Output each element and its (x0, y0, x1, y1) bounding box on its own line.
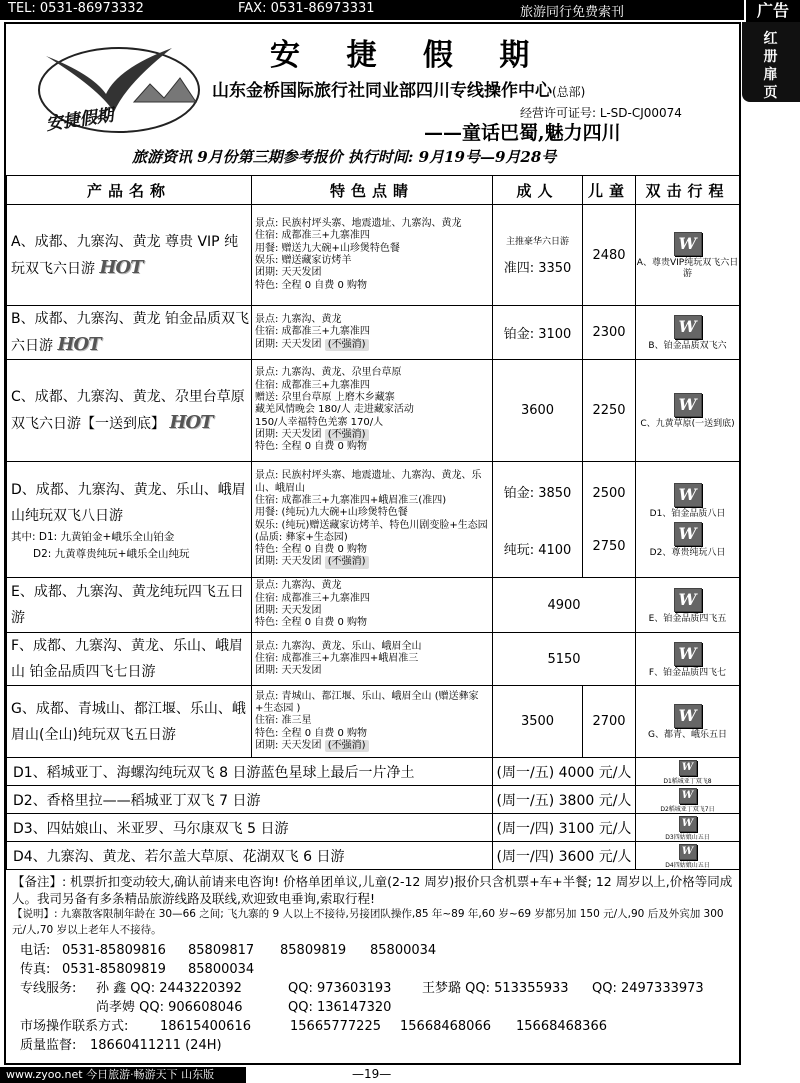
hot-icon: HOT (57, 334, 101, 355)
product-features: 景点: 民族村坪头寨、地震遗址、九寨沟、黄龙 住宿: 成都准三+九寨准四 用餐: 赠送九大碗+山珍煲特色餐 娱乐: 赠送藏家访烤羊 团期: 天天发团 特色: 全程 0 自费 0 购物 (252, 205, 493, 306)
adult-price: 主推豪华六日游 准四: 3350 (493, 205, 583, 306)
product-name: G、成都、青城山、都江堰、乐山、峨眉山(全山)纯玩双飞五日游 (7, 686, 252, 758)
line-name: D1、稻城亚丁、海螺沟纯玩双飞 8 日游蓝色星球上最后一片净土 (7, 758, 493, 786)
word-doc-icon[interactable]: W (674, 483, 702, 507)
line-price: (周一/四) 3100 元/人 (493, 814, 636, 842)
table-row (7, 360, 740, 462)
product-name: D、成都、九寨沟、黄龙、乐山、峨眉山纯玩双飞八日游 其中: D1: 九黄铂金+峨乐全山铂金 D2: 九黄尊贵纯玩+峨乐全山纯玩 (7, 462, 252, 578)
itinerary-link[interactable]: W D3四姑娘山五日 (636, 814, 740, 842)
adult-price: 铂金: 3100 (493, 306, 583, 360)
info-line: 旅游资讯 9月份第三期参考报价 执行时间: 9月19号—9月28号 (132, 148, 557, 166)
header-adult: 成人 (493, 176, 583, 205)
itinerary-link[interactable]: W D1、铂金品质八日 W D2、尊贵纯玩八日 (636, 462, 740, 578)
remark-note: 【备注】: 机票折扣变动较大,确认前请来电咨询! 价格单团单议,儿童(2-12 周岁)报价只含机票+车+半餐; 12 周岁以上,价格等同成人。我司另备有多条精品旅游线路及联线,欢迎致电垂询,索取行程! (12, 874, 733, 906)
itinerary-link[interactable]: W C、九黄草原(一送到底) (636, 360, 740, 462)
itinerary-link[interactable]: W F、铂金品质四飞七 (636, 633, 740, 686)
company-title: 安 捷 假 期 (270, 38, 548, 73)
ad-label: 广告 (744, 0, 800, 22)
product-features: 景点: 民族村坪头寨、地震遗址、九寨沟、黄龙、乐山、峨眉山 住宿: 成都准三+九寨准四+峨眉准三(准四) 用餐: (纯玩)九大碗+山珍煲特色餐 娱乐: (纯玩)赠送藏家访烤羊、特色川剧变脸+生态园(品质: 彝家+生态园) 特色: 全程 0 自费 0 购物 团期: 天天发团 (不强消) (252, 462, 493, 578)
adult-price: 铂金: 3850 纯玩: 4100 (493, 462, 583, 578)
adult-price: 3600 (493, 360, 583, 462)
side-tab (742, 22, 800, 102)
table-row (7, 814, 740, 842)
package-price: 4900 (493, 578, 636, 633)
itinerary-link[interactable]: W D1稻城亚丁双飞8 (636, 758, 740, 786)
word-doc-icon[interactable]: W (674, 704, 702, 728)
product-name: F、成都、九寨沟、黄龙、乐山、峨眉山 铂金品质四飞七日游 (7, 633, 252, 686)
header-tagline: 旅游同行免费索刊 (520, 5, 625, 20)
product-features: 景点: 青城山、都江堰、乐山、峨眉全山 (赠送彝家+生态园 ) 住宿: 准三星 特色: 全程 0 自费 0 购物 团期: 天天发团 (不强消) (252, 686, 493, 758)
header-child: 儿童 (583, 176, 636, 205)
header-product-name: 产品名称 (7, 176, 252, 205)
header-features: 特色点睛 (252, 176, 493, 205)
header-itinerary: 双击行程 (636, 176, 740, 205)
word-doc-icon[interactable]: W (674, 522, 702, 546)
table-row (7, 758, 740, 786)
company-subtitle: 山东金桥国际旅行社同业部四川专线操作中心(总部) (212, 81, 586, 101)
table-row (7, 578, 740, 633)
product-table (6, 175, 740, 870)
explain-note: 【说明】: 九寨散客限制年龄在 30—66 之间; 飞九寨的 9 人以上不接待,另接团队操作,85 年~89 年,60 岁~69 岁都另加 150 元/人,90 后及外宾加 300 元/人,70 岁以上老年人不接待。 (12, 908, 724, 936)
word-doc-icon[interactable]: W (679, 788, 697, 804)
hot-icon: HOT (99, 256, 143, 278)
adult-price: 3500 (493, 686, 583, 758)
itinerary-link[interactable]: W A、尊贵VIP纯玩双飞六日游 (636, 205, 740, 306)
line-name: D3、四姑娘山、米亚罗、马尔康双飞 5 日游 (7, 814, 493, 842)
side-tab-line1: 红 (763, 31, 779, 47)
line-price: (周一/四) 3600 元/人 (493, 842, 636, 870)
quality-row: 质量监督: 18660411211 (24H) (20, 1038, 222, 1053)
word-doc-icon[interactable]: W (674, 642, 702, 666)
line-price: (周一/五) 4000 元/人 (493, 758, 636, 786)
license-number: 经营许可证号: L-SD-CJ00074 (520, 106, 682, 120)
table-row (7, 306, 740, 360)
itinerary-link[interactable]: W E、铂金品质四飞五 (636, 578, 740, 633)
product-features: 景点: 九寨沟、黄龙、乐山、峨眉全山 住宿: 成都准三+九寨准四+峨眉准三 团期: 天天发团 (252, 633, 493, 686)
line-name: D2、香格里拉——稻城亚丁双飞 7 日游 (7, 786, 493, 814)
top-bar (0, 0, 800, 20)
line-price: (周一/五) 3800 元/人 (493, 786, 636, 814)
side-tab-line2: 册 (763, 49, 779, 65)
product-features: 景点: 九寨沟、黄龙、尕里台草原 住宿: 成都准三+九寨准四 赠送: 尕里台草原 上磨木乡藏寨 藏羌风情晚会 180/人 走进藏家活动 150/人幸福特色羌寨 170/人 团期: 天天发团 (不强消) 特色: 全程 0 自费 0 购物 (252, 360, 493, 462)
swallow-logo-icon (14, 28, 214, 143)
footer (0, 1067, 800, 1083)
product-name: E、成都、九寨沟、黄龙纯玩四飞五日游 (7, 578, 252, 633)
child-price: 2250 (583, 360, 636, 462)
package-price: 5150 (493, 633, 636, 686)
word-doc-icon[interactable]: W (679, 816, 697, 832)
footer-site[interactable]: www.zyoo.net 今日旅游·畅游天下 山东版 (0, 1067, 246, 1083)
phone-row: 电话: 0531-85809816 85809817 85809819 85800034 (20, 943, 437, 958)
table-row (7, 205, 740, 306)
hot-icon: HOT (169, 412, 213, 433)
service-row: 专线服务: 孙 鑫 QQ: 2443220392 QQ: 973603193 王梦璐 QQ: 513355933 QQ: 2497333973 (20, 981, 704, 996)
header-tel: TEL: 0531-86973332 (8, 1, 144, 16)
header-fax: FAX: 0531-86973331 (238, 1, 375, 16)
product-features: 景点: 九寨沟、黄龙 住宿: 成都准三+九寨准四 团期: 天天发团 特色: 全程 0 自费 0 购物 (252, 578, 493, 633)
word-doc-icon[interactable]: W (674, 588, 702, 612)
child-price: 2700 (583, 686, 636, 758)
itinerary-link[interactable]: W D4四姑娘山五日 (636, 842, 740, 870)
product-features: 景点: 九寨沟、黄龙 住宿: 成都准三+九寨准四 团期: 天天发团 (不强消) (252, 306, 493, 360)
word-doc-icon[interactable]: W (674, 232, 702, 256)
table-row (7, 786, 740, 814)
child-price: 2480 (583, 205, 636, 306)
product-name: A、成都、九寨沟、黄龙 尊贵 VIP 纯玩双飞六日游 HOT (7, 205, 252, 306)
child-price: 2300 (583, 306, 636, 360)
word-doc-icon[interactable]: W (679, 844, 697, 860)
svg-text:安捷假期: 安捷假期 (44, 105, 115, 135)
table-row (7, 686, 740, 758)
service-row-2: 尚孝娉 QQ: 906608046 QQ: 136147320 (96, 1000, 392, 1015)
product-name: B、成都、九寨沟、黄龙 铂金品质双飞六日游 HOT (7, 306, 252, 360)
table-row (7, 462, 740, 578)
slogan: ——童话巴蜀,魅力四川 (424, 122, 621, 144)
line-name: D4、九寨沟、黄龙、若尔盖大草原、花湖双飞 6 日游 (7, 842, 493, 870)
fax-row: 传真: 0531-85809819 85800034 (20, 962, 255, 977)
word-doc-icon[interactable]: W (674, 315, 702, 339)
child-price: 2500 2750 (583, 462, 636, 578)
table-row (7, 842, 740, 870)
itinerary-link[interactable]: W G、都青、峨乐五日 (636, 686, 740, 758)
side-tab-line3: 扉 (763, 67, 779, 83)
table-header-row (7, 176, 740, 205)
page-number: —19— (352, 1067, 392, 1081)
word-doc-icon[interactable]: W (679, 760, 697, 776)
market-row: 市场操作联系方式: 18615400616 15665777225 15668468066 15668468366 (20, 1019, 607, 1034)
company-subtitle-small: (总部) (552, 85, 586, 99)
logo (14, 28, 214, 143)
itinerary-link[interactable]: W D2稻城亚丁双飞7日 (636, 786, 740, 814)
product-name: C、成都、九寨沟、黄龙、尕里台草原双飞六日游【一送到底】 HOT (7, 360, 252, 462)
table-row (7, 633, 740, 686)
itinerary-link[interactable]: W B、铂金品质双飞六 (636, 306, 740, 360)
contacts (20, 942, 735, 1056)
side-tab-line4: 页 (763, 85, 779, 101)
word-doc-icon[interactable]: W (674, 393, 702, 417)
